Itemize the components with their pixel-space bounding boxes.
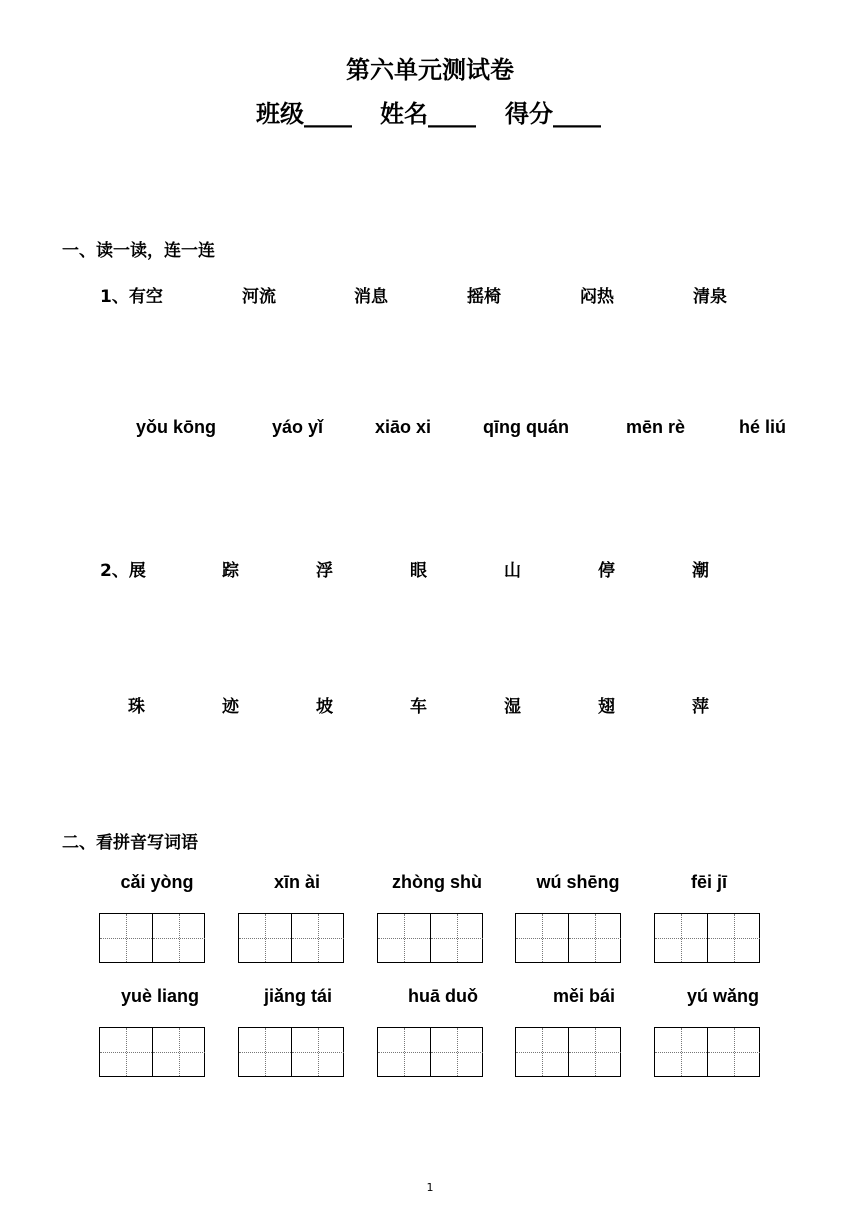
part2-top-char: 山 [504,561,521,581]
writing-box[interactable] [654,913,760,963]
part1-pinyin: xiāo xi [375,417,432,437]
part2-bottom-char: 萍 [692,697,709,717]
part1-word: 消息 [354,287,388,307]
row2-pinyin: huā duǒ [408,986,478,1006]
part1-pinyin: yǒu kōng [136,417,216,437]
part1-word: 1、有空 [100,287,163,307]
part2-top-char: 潮 [692,561,709,581]
writing-box[interactable] [238,913,344,963]
class-field: 班级____ [256,100,352,128]
row1-pinyin: cǎi yòng [120,872,194,892]
part2-top-char: 停 [598,561,615,581]
part1-pinyin: qīng quán [483,417,569,437]
writing-box[interactable] [377,1027,483,1077]
page-number: 1 [426,1181,434,1194]
writing-box[interactable] [99,1027,205,1077]
score-field: 得分____ [505,100,601,128]
page-title: 第六单元测试卷 [346,56,514,84]
row1-pinyin: xīn ài [273,872,321,892]
row1-pinyin: zhòng shù [392,872,482,892]
row2-pinyin: yuè liang [120,986,200,1006]
writing-box[interactable] [654,1027,760,1077]
writing-box[interactable] [515,913,621,963]
part2-top-char: 2、展 [100,561,146,581]
part1-pinyin: hé liú [739,417,787,437]
row2-pinyin: jiǎng tái [263,986,332,1006]
part1-word: 清泉 [693,287,727,307]
row2-pinyin: měi bái [552,986,616,1006]
part2-bottom-char: 坡 [316,697,333,717]
part2-top-char: 浮 [316,561,333,581]
part2-bottom-char: 车 [410,697,427,717]
part2-bottom-char: 珠 [128,697,145,717]
section2-heading: 二、看拼音写词语 [62,833,198,853]
part2-top-char: 眼 [410,561,427,581]
part1-word: 闷热 [580,287,614,307]
writing-box[interactable] [515,1027,621,1077]
name-field: 姓名____ [380,100,476,128]
row1-pinyin: wú shēng [536,872,620,892]
part1-pinyin: yáo yǐ [272,417,324,437]
writing-box[interactable] [238,1027,344,1077]
part1-word: 河流 [242,287,276,307]
part1-word: 摇椅 [467,287,501,307]
writing-box[interactable] [99,913,205,963]
part2-bottom-char: 湿 [504,697,521,717]
part2-top-char: 踪 [222,561,239,581]
part2-bottom-char: 翅 [598,697,615,717]
row2-pinyin: yú wǎng [686,986,759,1006]
section1-heading: 一、读一读，连一连 [62,241,215,261]
part2-bottom-char: 迹 [222,697,239,717]
row1-pinyin: fēi jī [690,872,727,892]
writing-box[interactable] [377,913,483,963]
part1-pinyin: mēn rè [626,417,686,437]
